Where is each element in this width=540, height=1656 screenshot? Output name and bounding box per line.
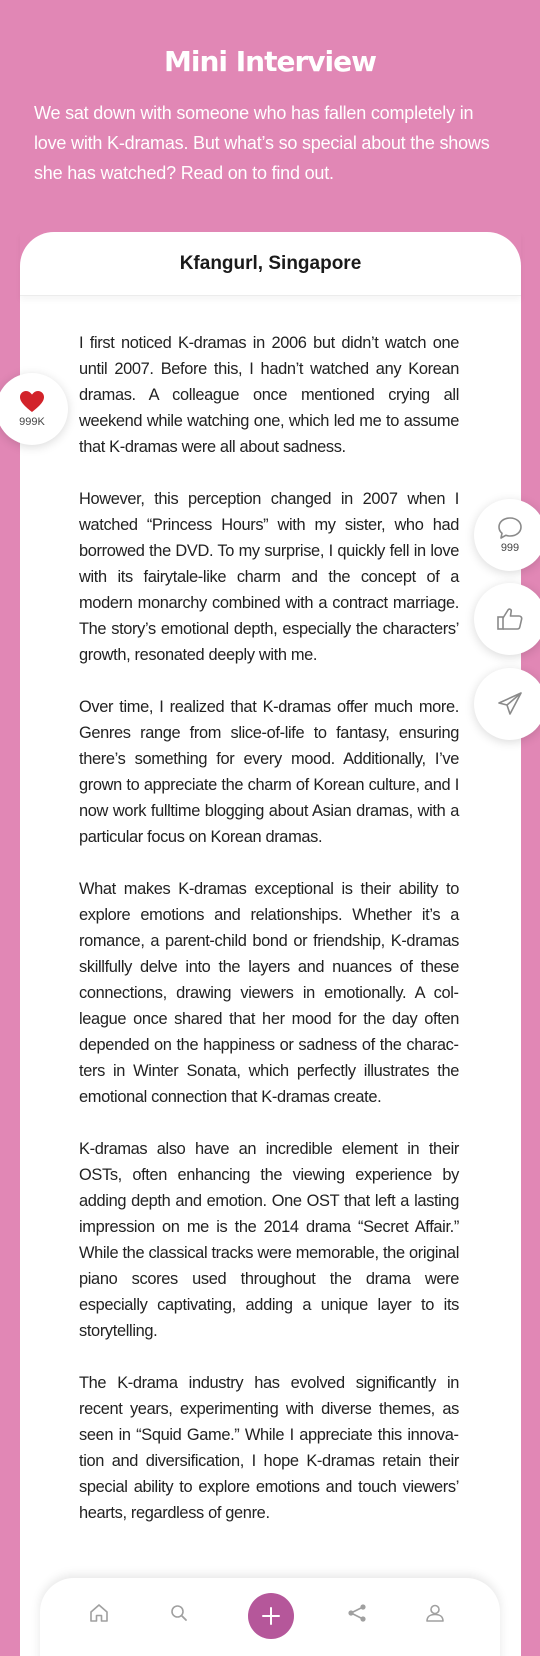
nav-search-button[interactable] [164,1598,194,1628]
nav-home-button[interactable] [84,1598,114,1628]
header [0,0,540,188]
thumbs-up-icon [496,606,524,632]
intro-text: We sat down with someone who has fallen completely in love with K-dramas. But what’s so special about the shows she has watched? Read on to find out. [34,103,490,183]
paragraph: Over time, I realized that K-dramas offer much more. Genres range from slice-of-life to fantasy, ensuring there’s something for every mood. Additionally, I’ve grown to appreciate the charm of Korean culture, and I now work fulltime blogging about Asian dramas, with a particular focus on Korean dramas. [79,698,459,846]
card-header [20,232,521,296]
profile-icon [424,1602,446,1624]
paragraph: K-dramas also have an incredible element in their OSTs, often enhancing the viewing experience by adding depth and emotion. One OST that left a lasting impression on me is the 2014 drama “Secret Affair.” While the classical tracks were memorable, the original piano scores used throughout the drama were especially captivating, adding a unique layer to its storytelling. [79,1140,459,1340]
nav-share-button[interactable] [342,1598,372,1628]
paragraph: What makes K-dramas exceptional is their ability to explore emotions and relationships. Whether it’s a romance, a parent-child bond or friendship, K-dramas skillfully delve into the layers and nuances of these connections, drawing viewers in emotionally. A colleague once shared that her mood for the day often depended on the happiness or sadness of the characters in Winter Sonata, which perfectly illustrates the emotional connection that K-dramas create. [79,880,459,1106]
paragraph: The K-drama industry has evolved significantly in recent years, experimenting with diverse themes, as seen in “Squid Game.” While I appreciate this innovation and diversification, I hope K-dramas retain their special ability to explore emotions and touch viewers’ hearts, regardless of genre. [79,1374,459,1522]
comment-button[interactable] [474,499,540,571]
bottom-nav [40,1578,500,1656]
interviewee-name: Kfangurl, Singapore [179,252,362,274]
send-button[interactable] [474,668,540,740]
page-title: Mini Interview [164,45,376,78]
paper-plane-icon [496,691,524,717]
search-icon [169,1603,189,1623]
like-count: 999K [19,416,45,428]
comment-count: 999 [500,542,520,554]
share-icon [346,1602,368,1624]
add-button[interactable] [248,1593,294,1639]
nav-profile-button[interactable] [420,1598,450,1628]
comment-icon [497,516,523,540]
paragraph: I first noticed K-dramas in 2006 but didn’t watch one until 2007. Before this, I hadn’t watched any Korean dramas. A colleague once mentioned crying all weekend while watching one, which led me to assume that K-dramas were all about sadness. [79,334,459,456]
article-body [79,330,459,1552]
add-icon [261,1606,281,1626]
interview-card [20,232,521,1656]
thumbs-up-button[interactable] [474,583,540,655]
heart-icon [19,390,45,414]
home-icon [88,1602,110,1624]
paragraph: However, this perception changed in 2007 when I watched “Princess Hours” with my sister, who had borrowed the DVD. To my surprise, I quickly fell in love with its fairytale-like charm and the concept of a modern monarchy combined with a contract marriage. The story’s emotional depth, especially the characters’ growth, resonated deeply with me. [79,490,459,664]
